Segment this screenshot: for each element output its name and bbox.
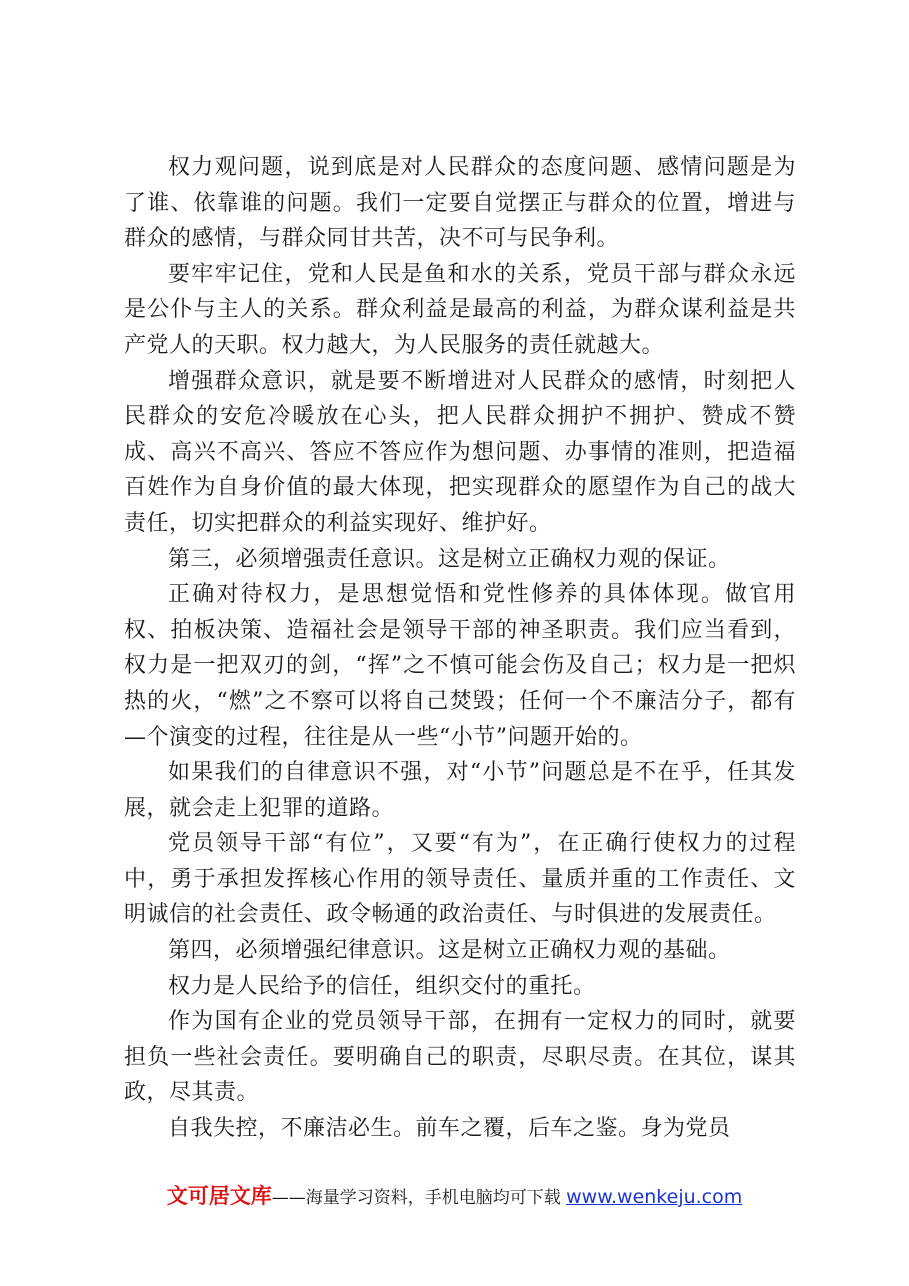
footer-banner bbox=[0, 1180, 909, 1210]
paragraph-1: 权力观问题，说到底是对人民群众的态度问题、感情问题是为了谁、依靠谁的问题。我们一定要自觉摆正与群众的位置，增进与群众的感情，与群众同甘共苦，决不可与民争利。 bbox=[124, 155, 796, 252]
paragraph-9: 权力是人民给予的信任，组织交付的重托。 bbox=[168, 973, 596, 999]
paragraph-2: 要牢牢记住，党和人民是鱼和水的关系，党员干部与群众永远是公仆与主人的关系。群众利益是最高的利益，为群众谋利益是共产党人的天职。权力越大，为人民服务的责任就越大。 bbox=[124, 261, 796, 358]
paragraph-8: 第四，必须增强纪律意识。这是树立正确权力观的基础。 bbox=[168, 938, 731, 964]
paragraph-3: 增强群众意识，就是要不断增进对人民群众的感情，时刻把人民群众的安危冷暖放在心头，把人民群众拥护不拥护、赞成不赞成、高兴不高兴、答应不答应作为想问题、办事情的准则，把造福百姓作为自身价值的最大体现，把实现群众的愿望作为自己的战大责任，切实把群众的利益实现好、维护好。 bbox=[124, 368, 796, 536]
paragraph-7: 党员领导干部“有位”，又要“有为”，在正确行使权力的过程中，勇于承担发挥核心作用的领导责任、量质并重的工作责任、文明诚信的社会责任、政令畅通的政治责任、与时俱进的发展责任。 bbox=[124, 831, 796, 928]
footer-website-link[interactable]: www.wenkeju.com bbox=[566, 1186, 743, 1208]
paragraph-6: 如果我们的自律意识不强，对“小节”问题总是不在乎，任其发展，就会走上犯罪的道路。 bbox=[124, 760, 796, 821]
paragraph-10: 作为国有企业的党员领导干部，在拥有一定权力的同时，就要担负一些社会责任。要明确自己的职责，尽职尽责。在其位，谋其政，尽其责。 bbox=[124, 1009, 796, 1106]
document-body bbox=[124, 150, 796, 1147]
footer-tagline: ——海量学习资料，手机电脑均可下载 bbox=[271, 1188, 561, 1208]
paragraph-11: 自我失控，不廉洁必生。前车之覆，后车之鉴。身为党员 bbox=[168, 1116, 731, 1142]
footer-brand: 文可居文库 bbox=[166, 1184, 272, 1208]
paragraph-5: 正确对待权力，是思想觉悟和党性修养的具体体现。做官用权、拍板决策、造福社会是领导干部的神圣职责。我们应当看到，权力是一把双刃的剑，“挥”之不慎可能会伤及自己；权力是一把炽热的火，“燃”之不察可以将自己焚毁；任何一个不廉洁分子，都有—个演变的过程，往往是从一些“小节”问题开始的。 bbox=[124, 582, 796, 750]
paragraph-4: 第三，必须增强责任意识。这是树立正确权力观的保证。 bbox=[168, 546, 731, 572]
